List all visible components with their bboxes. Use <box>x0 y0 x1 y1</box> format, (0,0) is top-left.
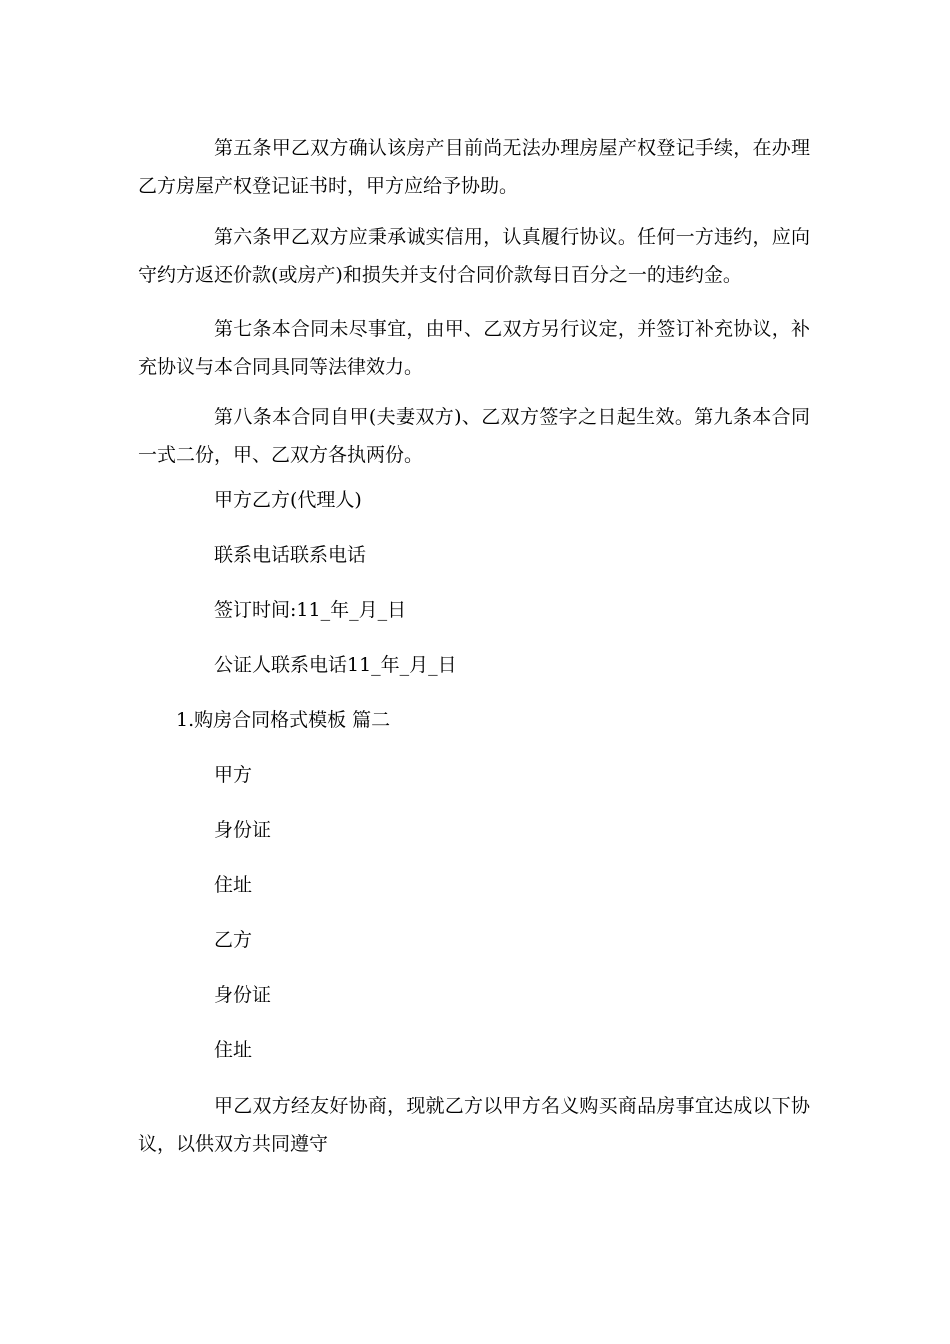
notary-line: 公证人联系电话11_年_月_日 <box>214 654 457 676</box>
clause-5-paragraph: 第五条甲乙双方确认该房产目前尚无法办理房屋产权登记手续，在办理乙方房屋产权登记证书时，甲方应给予协助。 <box>138 137 810 197</box>
party-b-address-label: 住址 <box>214 1039 253 1061</box>
party-b-label: 乙方 <box>214 929 253 951</box>
party-b-id-label: 身份证 <box>214 984 272 1006</box>
signing-date-line: 签订时间:11_年_月_日 <box>214 599 407 621</box>
signature-phone-line: 联系电话联系电话 <box>214 544 367 566</box>
section-heading: 1.购房合同格式模板 篇二 <box>176 709 391 731</box>
clause-7-paragraph: 第七条本合同未尽事宜，由甲、乙双方另行议定，并签订补充协议，补充协议与本合同具同等法律效力。 <box>138 318 810 378</box>
signature-parties-line: 甲方乙方(代理人) <box>214 489 362 511</box>
party-a-label: 甲方 <box>214 764 253 786</box>
clause-8-9-paragraph: 第八条本合同自甲(夫妻双方)、乙双方签字之日起生效。第九条本合同一式二份，甲、乙双方各执两份。 <box>138 406 810 466</box>
agreement-intro-paragraph: 甲乙双方经友好协商，现就乙方以甲方名义购买商品房事宜达成以下协议，以供双方共同遵守 <box>138 1095 810 1155</box>
party-a-id-label: 身份证 <box>214 819 272 841</box>
party-a-address-label: 住址 <box>214 874 253 896</box>
clause-6-paragraph: 第六条甲乙双方应秉承诚实信用，认真履行协议。任何一方违约，应向守约方返还价款(或房产)和损失并支付合同价款每日百分之一的违约金。 <box>138 226 810 286</box>
